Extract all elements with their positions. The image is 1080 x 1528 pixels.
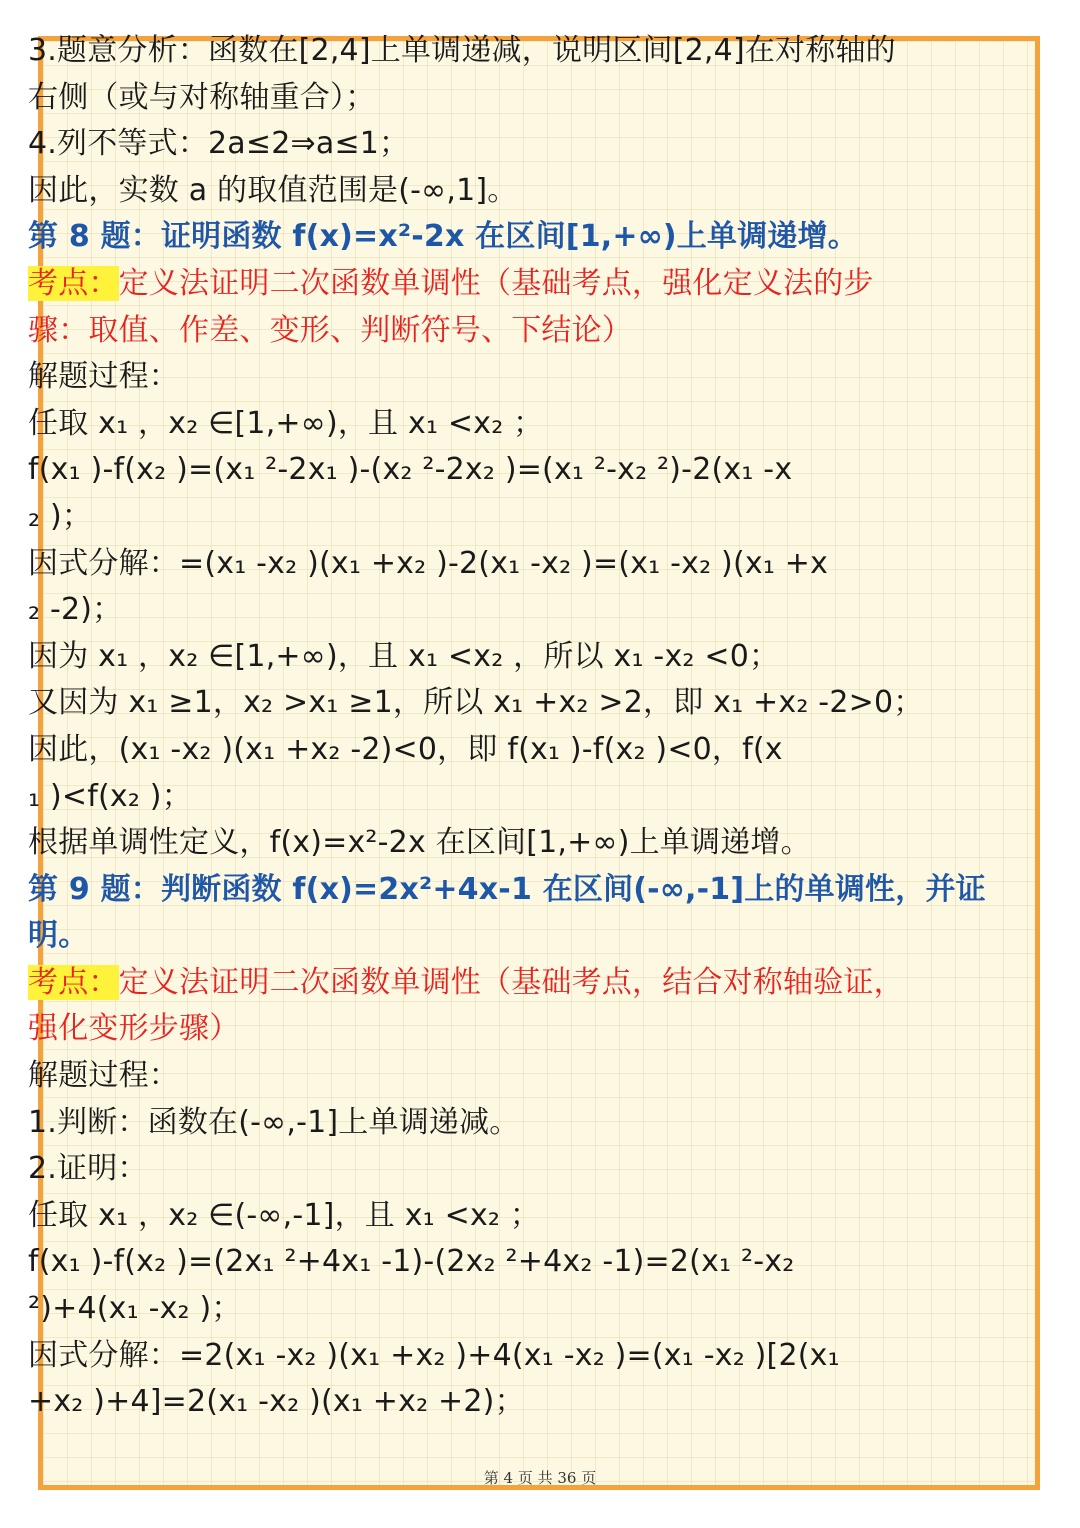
solution-line: 因为 x₁ ，x₂ ∈[1,+∞)，且 x₁ <x₂ ，所以 x₁ -x₂ <0； bbox=[28, 638, 780, 674]
solution-line: 因式分解：=(x₁ -x₂ )(x₁ +x₂ )-2(x₁ -x₂ )=(x₁ -x₂ )(x₁ +x bbox=[28, 545, 829, 581]
solution-line: 因式分解：=2(x₁ -x₂ )(x₁ +x₂ )+4(x₁ -x₂ )=(x₁ -x₂ )[2(x₁ bbox=[28, 1337, 840, 1373]
solution-line: f(x₁ )-f(x₂ )=(x₁ ²-2x₁ )-(x₂ ²-2x₂ )=(x₁ ²-x₂ ²)-2(x₁ -x bbox=[28, 452, 793, 488]
solution-line: 2.证明： bbox=[28, 1151, 148, 1187]
solution-line: f(x₁ )-f(x₂ )=(2x₁ ²+4x₁ -1)-(2x₂ ²+4x₂ -1)=2(x₁ ²-x₂ bbox=[28, 1244, 795, 1280]
solution-line: 因此，(x₁ -x₂ )(x₁ +x₂ -2)<0，即 f(x₁ )-f(x₂ )<0，f(x bbox=[28, 731, 783, 767]
question-heading: 第 8 题：证明函数 f(x)=x²-2x 在区间[1,+∞)上单调递增。 bbox=[28, 219, 858, 255]
page-footer: 第 4 页 共 36 页 bbox=[483, 1469, 597, 1487]
solution-line: 4.列不等式：2a≤2⇒a≤1； bbox=[28, 126, 410, 162]
exam-point-text: 定义法证明二次函数单调性（基础考点，强化定义法的步 bbox=[118, 265, 874, 301]
exam-point-label: 考点： bbox=[28, 265, 119, 301]
solution-line: 任取 x₁ ，x₂ ∈(-∞,-1]，且 x₁ <x₂ ； bbox=[28, 1197, 541, 1233]
exam-point bbox=[28, 960, 978, 1007]
solution-line: +x₂ )+4]=2(x₁ -x₂ )(x₁ +x₂ +2)； bbox=[28, 1384, 525, 1420]
solution-line: 又因为 x₁ ≥1，x₂ >x₁ ≥1，所以 x₁ +x₂ >2，即 x₁ +x₂ -2>0； bbox=[28, 685, 924, 721]
solution-line: 3.题意分析：函数在[2,4]上单调递减，说明区间[2,4]在对称轴的 bbox=[28, 33, 896, 68]
document-body bbox=[28, 28, 986, 1426]
solution-line: 根据单调性定义，f(x)=x²-2x 在区间[1,+∞)上单调递增。 bbox=[28, 825, 811, 861]
solution-line: 解题过程： bbox=[28, 359, 179, 395]
exam-point-label: 考点： bbox=[28, 964, 119, 1000]
solution-line: 任取 x₁ ，x₂ ∈[1,+∞)，且 x₁ <x₂ ； bbox=[28, 405, 544, 441]
exam-point-text: 骤：取值、作差、变形、判断符号、下结论） bbox=[28, 312, 632, 348]
solution-line: ₁ )<f(x₂ )； bbox=[28, 778, 192, 814]
solution-line: 因此，实数 a 的取值范围是(-∞,1]。 bbox=[28, 172, 518, 208]
question-heading: 第 9 题：判断函数 f(x)=2x²+4x-1 在区间(-∞,-1]上的单调性，并证 bbox=[28, 871, 986, 907]
solution-line: 1.判断：函数在(-∞,-1]上单调递减。 bbox=[28, 1104, 520, 1140]
solution-line: ²)+4(x₁ -x₂ )； bbox=[28, 1291, 242, 1327]
question-heading: 明。 bbox=[28, 918, 89, 954]
solution-line: 右侧（或与对称轴重合）； bbox=[28, 79, 376, 115]
solution-line: ₂ )； bbox=[28, 498, 93, 534]
exam-point-text: 定义法证明二次函数单调性（基础考点，结合对称轴验证， bbox=[118, 964, 904, 1000]
exam-point-text: 强化变形步骤） bbox=[28, 1011, 240, 1047]
solution-line: ₂ -2)； bbox=[28, 592, 123, 628]
exam-point bbox=[28, 261, 978, 308]
solution-line: 解题过程： bbox=[28, 1058, 179, 1094]
